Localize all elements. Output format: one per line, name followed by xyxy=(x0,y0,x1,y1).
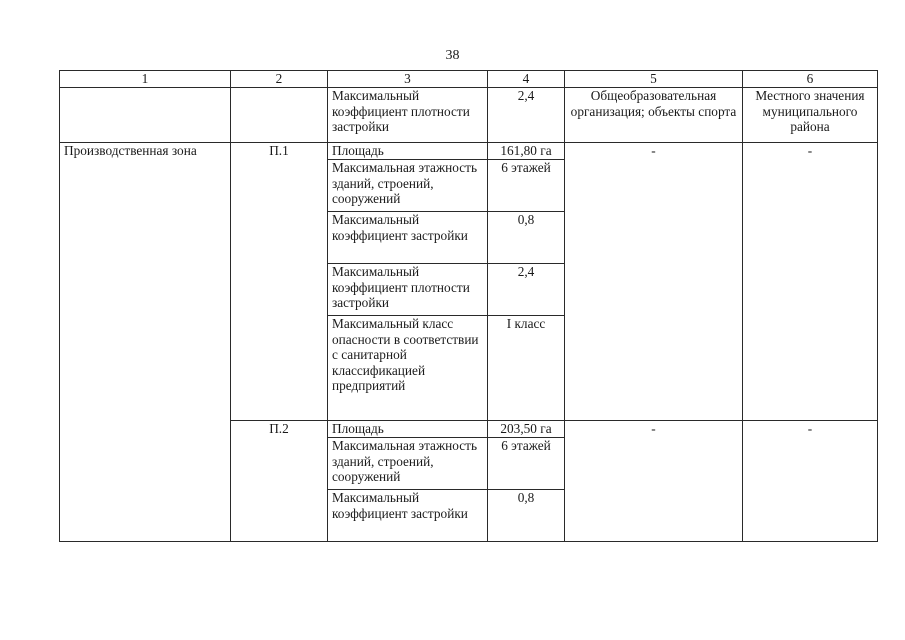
parameter-name: Максимальная этажность зданий, строений, сооружений xyxy=(328,160,488,212)
parameter-name: Максимальный коэффициент застройки xyxy=(328,212,488,264)
table-header-row xyxy=(60,71,878,88)
parameter-name: Максимальный класс опасности в соответствии с санитарной классификацией предприятий xyxy=(328,316,488,421)
page-number: 38 xyxy=(445,48,460,63)
significance-cell-p1: - xyxy=(743,143,878,421)
parameter-value: 2,4 xyxy=(488,88,565,143)
parameter-value: 161,80 га xyxy=(488,143,565,160)
zone-parameters-table xyxy=(59,70,878,542)
table-row xyxy=(60,143,878,160)
parameter-value: 203,50 га xyxy=(488,421,565,438)
column-number-2: 2 xyxy=(231,71,328,88)
column-number-3: 3 xyxy=(328,71,488,88)
zone-code-p2: П.2 xyxy=(231,421,328,542)
parameter-name: Максимальный коэффициент плотности застройки xyxy=(328,88,488,143)
parameter-name: Максимальная этажность зданий, строений, сооружений xyxy=(328,438,488,490)
parameter-name: Максимальный коэффициент плотности застройки xyxy=(328,264,488,316)
parameter-value: 0,8 xyxy=(488,490,565,542)
column-number-1: 1 xyxy=(60,71,231,88)
zone-cell-empty xyxy=(60,88,231,143)
zone-code-p1: П.1 xyxy=(231,143,328,421)
parameter-value: 6 этажей xyxy=(488,160,565,212)
facilities-cell: Общеобразовательная организация; объекты спорта xyxy=(565,88,743,143)
parameter-value: 6 этажей xyxy=(488,438,565,490)
parameter-name: Максимальный коэффициент застройки xyxy=(328,490,488,542)
column-number-6: 6 xyxy=(743,71,878,88)
column-number-5: 5 xyxy=(565,71,743,88)
parameter-value: 0,8 xyxy=(488,212,565,264)
facilities-cell-p1: - xyxy=(565,143,743,421)
code-cell-empty xyxy=(231,88,328,143)
column-number-4: 4 xyxy=(488,71,565,88)
table-row-continued xyxy=(60,88,878,143)
significance-cell-p2: - xyxy=(743,421,878,542)
parameter-name: Площадь xyxy=(328,143,488,160)
zone-name: Производственная зона xyxy=(60,143,231,542)
parameter-value: 2,4 xyxy=(488,264,565,316)
parameter-name: Площадь xyxy=(328,421,488,438)
significance-cell: Местного значения муниципального района xyxy=(743,88,878,143)
facilities-cell-p2: - xyxy=(565,421,743,542)
parameter-value: I класс xyxy=(488,316,565,421)
